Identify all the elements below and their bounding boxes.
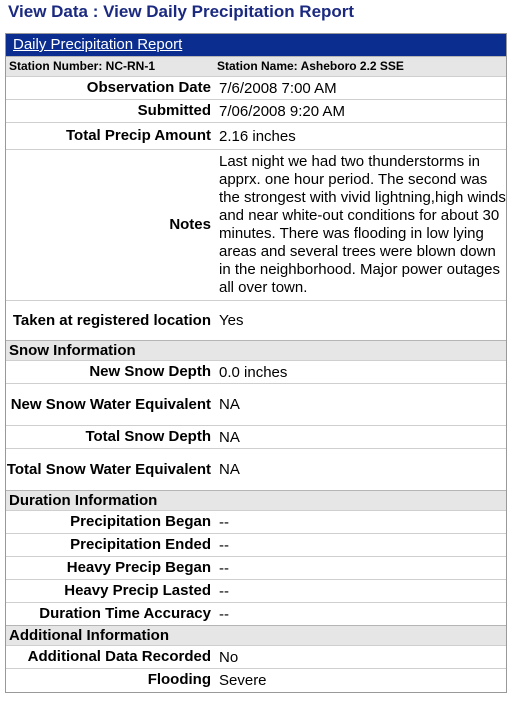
row-new-snow-swe bbox=[6, 384, 506, 426]
duration-accuracy-value: -- bbox=[215, 603, 506, 626]
precip-began-label: Precipitation Began bbox=[6, 511, 215, 534]
observation-date-value: 7/6/2008 7:00 AM bbox=[215, 77, 506, 100]
total-precip-value: 2.16 inches bbox=[215, 123, 506, 150]
page-title: View Data : View Daily Precipitation Report bbox=[8, 2, 355, 21]
report-title-link[interactable]: Daily Precipitation Report bbox=[13, 36, 183, 53]
flooding-value: Severe bbox=[215, 669, 506, 692]
notes-label: Notes bbox=[6, 150, 215, 301]
row-notes bbox=[6, 150, 506, 301]
total-snow-depth-label: Total Snow Depth bbox=[6, 426, 215, 449]
station-bar bbox=[6, 56, 506, 76]
registered-location-label: Taken at registered location bbox=[6, 301, 215, 341]
notes-value: Last night we had two thunderstorms in apprx. one hour period. The second was the strongest with vivid lightning,high winds and near white-out conditions for about 30 minutes. There was flooding in low lying areas and several trees were blown down in the neighborhood. Major power outages all over town. bbox=[215, 150, 506, 301]
snow-section-title: Snow Information bbox=[6, 341, 506, 361]
registered-location-value: Yes bbox=[215, 301, 506, 341]
new-snow-depth-value: 0.0 inches bbox=[215, 361, 506, 384]
total-snow-swe-value: NA bbox=[215, 449, 506, 491]
additional-section-title: Additional Information bbox=[6, 626, 506, 646]
additional-data-label: Additional Data Recorded bbox=[6, 646, 215, 669]
submitted-label: Submitted bbox=[6, 100, 215, 123]
row-duration-accuracy bbox=[6, 603, 506, 626]
duration-accuracy-label: Duration Time Accuracy bbox=[6, 603, 215, 626]
precip-began-value: -- bbox=[215, 511, 506, 534]
new-snow-depth-label: New Snow Depth bbox=[6, 361, 215, 384]
row-precip-began bbox=[6, 511, 506, 534]
heavy-precip-lasted-label: Heavy Precip Lasted bbox=[6, 580, 215, 603]
total-snow-swe-label: Total Snow Water Equivalent bbox=[6, 449, 215, 491]
section-duration bbox=[6, 491, 506, 511]
heavy-precip-lasted-value: -- bbox=[215, 580, 506, 603]
row-total-snow-swe bbox=[6, 449, 506, 491]
section-additional bbox=[6, 626, 506, 646]
row-registered-location bbox=[6, 301, 506, 341]
row-additional-data bbox=[6, 646, 506, 669]
row-total-snow-depth bbox=[6, 426, 506, 449]
new-snow-swe-value: NA bbox=[215, 384, 506, 426]
flooding-label: Flooding bbox=[6, 669, 215, 692]
report-panel bbox=[5, 33, 507, 693]
duration-section-title: Duration Information bbox=[6, 491, 506, 511]
observation-date-label: Observation Date bbox=[6, 77, 215, 100]
additional-data-value: No bbox=[215, 646, 506, 669]
row-new-snow-depth bbox=[6, 361, 506, 384]
new-snow-swe-label: New Snow Water Equivalent bbox=[6, 384, 215, 426]
row-heavy-precip-began bbox=[6, 557, 506, 580]
report-table bbox=[6, 76, 506, 692]
station-name: Station Name: Asheboro 2.2 SSE bbox=[217, 59, 404, 73]
section-snow bbox=[6, 341, 506, 361]
station-number: Station Number: NC-RN-1 bbox=[9, 59, 155, 73]
submitted-value: 7/06/2008 9:20 AM bbox=[215, 100, 506, 123]
report-header bbox=[6, 34, 506, 56]
row-precip-ended bbox=[6, 534, 506, 557]
heavy-precip-began-label: Heavy Precip Began bbox=[6, 557, 215, 580]
total-precip-label: Total Precip Amount bbox=[6, 123, 215, 150]
row-total-precip bbox=[6, 123, 506, 150]
row-heavy-precip-lasted bbox=[6, 580, 506, 603]
precip-ended-value: -- bbox=[215, 534, 506, 557]
total-snow-depth-value: NA bbox=[215, 426, 506, 449]
row-submitted bbox=[6, 100, 506, 123]
precip-ended-label: Precipitation Ended bbox=[6, 534, 215, 557]
row-observation-date bbox=[6, 77, 506, 100]
heavy-precip-began-value: -- bbox=[215, 557, 506, 580]
row-flooding bbox=[6, 669, 506, 692]
